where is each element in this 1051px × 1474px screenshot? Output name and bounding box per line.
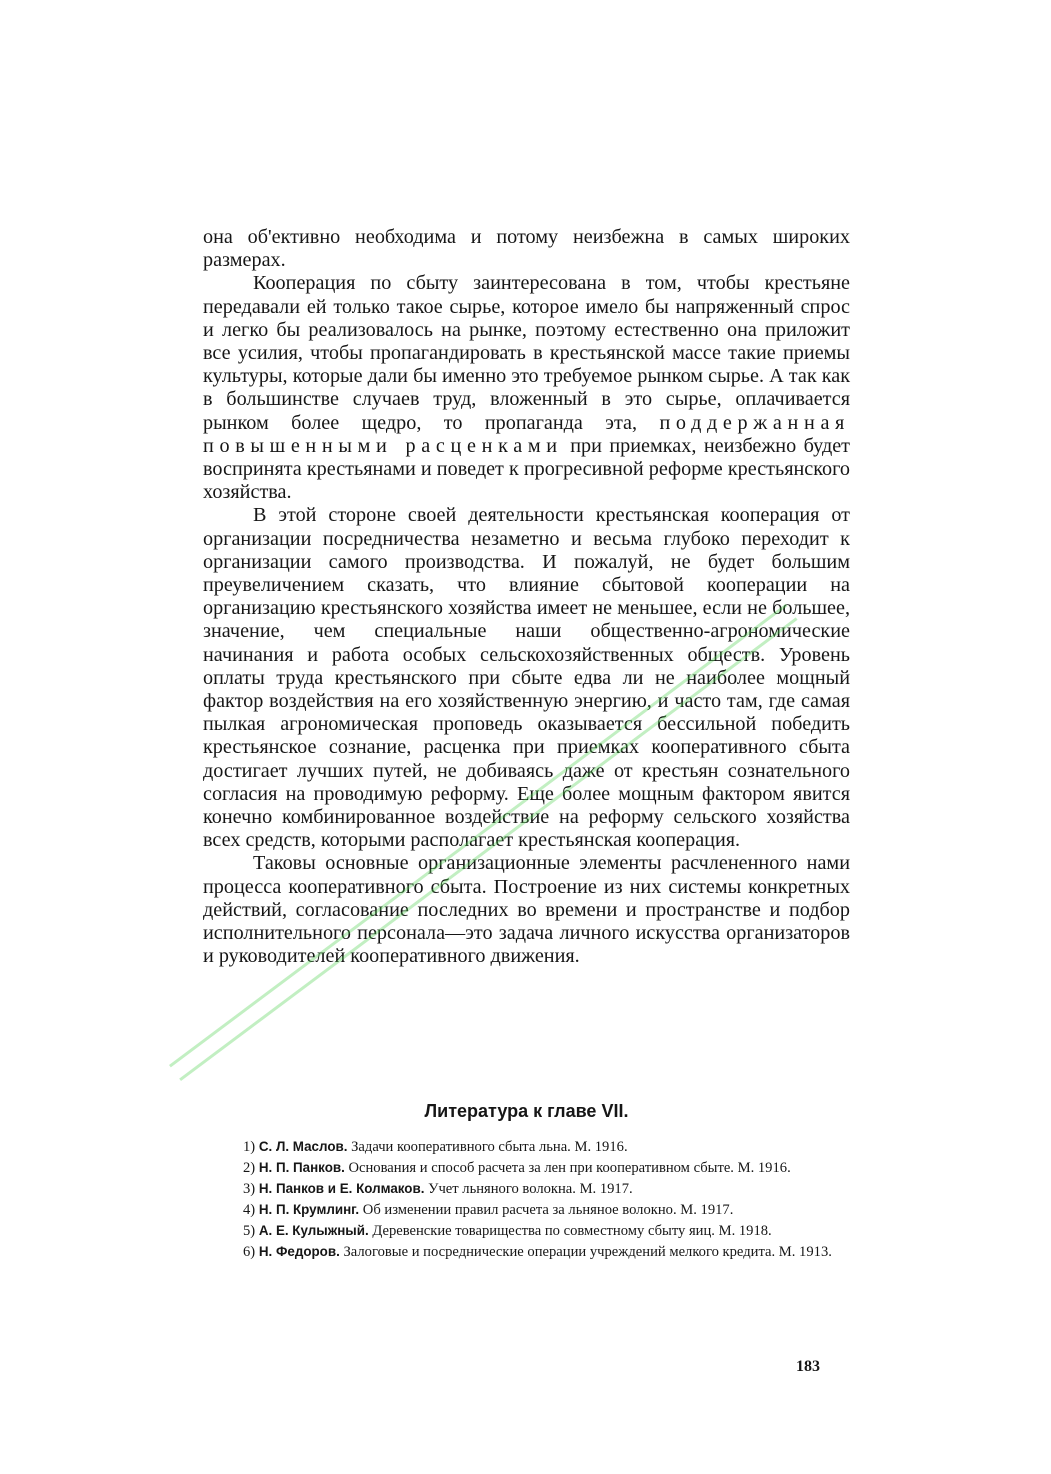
reference-number: 1) bbox=[243, 1139, 256, 1155]
page-number: 183 bbox=[796, 1358, 820, 1375]
reference-item bbox=[190, 1201, 850, 1220]
reference-author: Н. Федоров. bbox=[258, 1243, 340, 1259]
reference-title: Об изменении правил расчета за льняное волокно. М. 1917. bbox=[362, 1201, 734, 1218]
reference-number: 5) bbox=[243, 1222, 256, 1239]
paragraph-2-text-end: при приемках, неизбежно будет воспринята крестьянами и поведет к прогресивной реформе крестьянского хозяйства. bbox=[203, 434, 850, 504]
literature-heading: Литература к главе VII. bbox=[424, 1101, 629, 1121]
reference-title: Учет льняного волокна. М. 1917. bbox=[428, 1180, 633, 1197]
reference-title: Деревенские товарищества по совместному сбыту яиц. М. 1918. bbox=[372, 1222, 772, 1239]
reference-number: 4) bbox=[243, 1201, 256, 1218]
reference-number: 3) bbox=[243, 1180, 256, 1197]
paragraph-2-text: Кооперация по сбыту заинтересована в том, чтобы крестьяне передавали ей только такое сырье, которое имело бы напряженный спрос и легко бы реализовалось на рынке, поэтому естественно она приложит все усилия, чтобы пропагандировать в крестьянской массе такие приемы культуры, которые дали бы именно это требуемое рынком сырье. А так как в большинстве случаев труд, вложенный в это сырье, оплачивается рынком более щедро, то пропаганда эта, bbox=[203, 272, 850, 434]
reference-number: 2) bbox=[243, 1159, 256, 1176]
reference-item bbox=[190, 1222, 850, 1241]
reference-number: 6) bbox=[243, 1243, 256, 1260]
reference-title: Залоговые и посреднические операции учреждений мелкого кредита. М. 1913. bbox=[343, 1243, 832, 1260]
reference-item bbox=[190, 1180, 850, 1199]
paragraph-4: Таковы основные организационные элементы расчлененного нами процесса кооперативного сбыта. Построение из них системы конкретных действий, согласование последних во времени и пространстве и подбор исполнительного персонала—это задача личного искусства организаторов и руководителей кооперативного движения. bbox=[203, 852, 850, 968]
reference-list bbox=[190, 1138, 850, 1264]
spaced-emphasis: поддержанная повышенными расценками bbox=[203, 411, 850, 457]
reference-item bbox=[190, 1243, 850, 1262]
body-text bbox=[203, 226, 850, 969]
paragraph-3: В этой стороне своей деятельности крестьянская кооперация от организации посредничества незаметно и весьма глубоко переходит к организации самого производства. И пожалуй, не будет большим преувеличением сказать, что влияние сбытовой кооперации на организацию крестьянского хозяйства имеет не меньшее, если не большее, значение, чем специальные наши общественно-агрономические начинания и работа особых сельскохозяйственных обществ. Уровень оплаты труда крестьянского при сбыте едва ли не наиболее мощный фактор воздействия на его хозяйственную энергию, и часто там, где самая пылкая агрономическая проповедь оказывается бессильной победить крестьянское сознание, расценка при приемках кооперативного сбыта достигает лучших путей, не добиваясь даже от крестьян сознательного согласия на проводимую реформу. Еще более мощным фактором явится конечно комбинированное воздействие на реформу сельского хозяйства всех средств, которыми располагает крестьянская кооперация. bbox=[203, 504, 850, 852]
reference-item bbox=[190, 1159, 850, 1178]
reference-author: С. Л. Маслов. bbox=[258, 1139, 348, 1154]
reference-title: Задачи кооперативного сбыта льна. М. 1916. bbox=[351, 1139, 628, 1155]
reference-author: Н. Панков и Е. Колмаков. bbox=[258, 1180, 425, 1196]
paragraph-2 bbox=[203, 272, 850, 504]
reference-author: Н. П. Панков. bbox=[258, 1159, 345, 1175]
paragraph-1: она об'ективно необходима и потому неизбежна в самых широких размерах. bbox=[203, 226, 850, 272]
reference-author: А. Е. Кулыжный. bbox=[258, 1222, 369, 1238]
reference-title: Основания и способ расчета за лен при кооперативном сбыте. М. 1916. bbox=[348, 1159, 791, 1176]
reference-author: Н. П. Крумлинг. bbox=[258, 1201, 360, 1217]
reference-item bbox=[190, 1138, 850, 1157]
